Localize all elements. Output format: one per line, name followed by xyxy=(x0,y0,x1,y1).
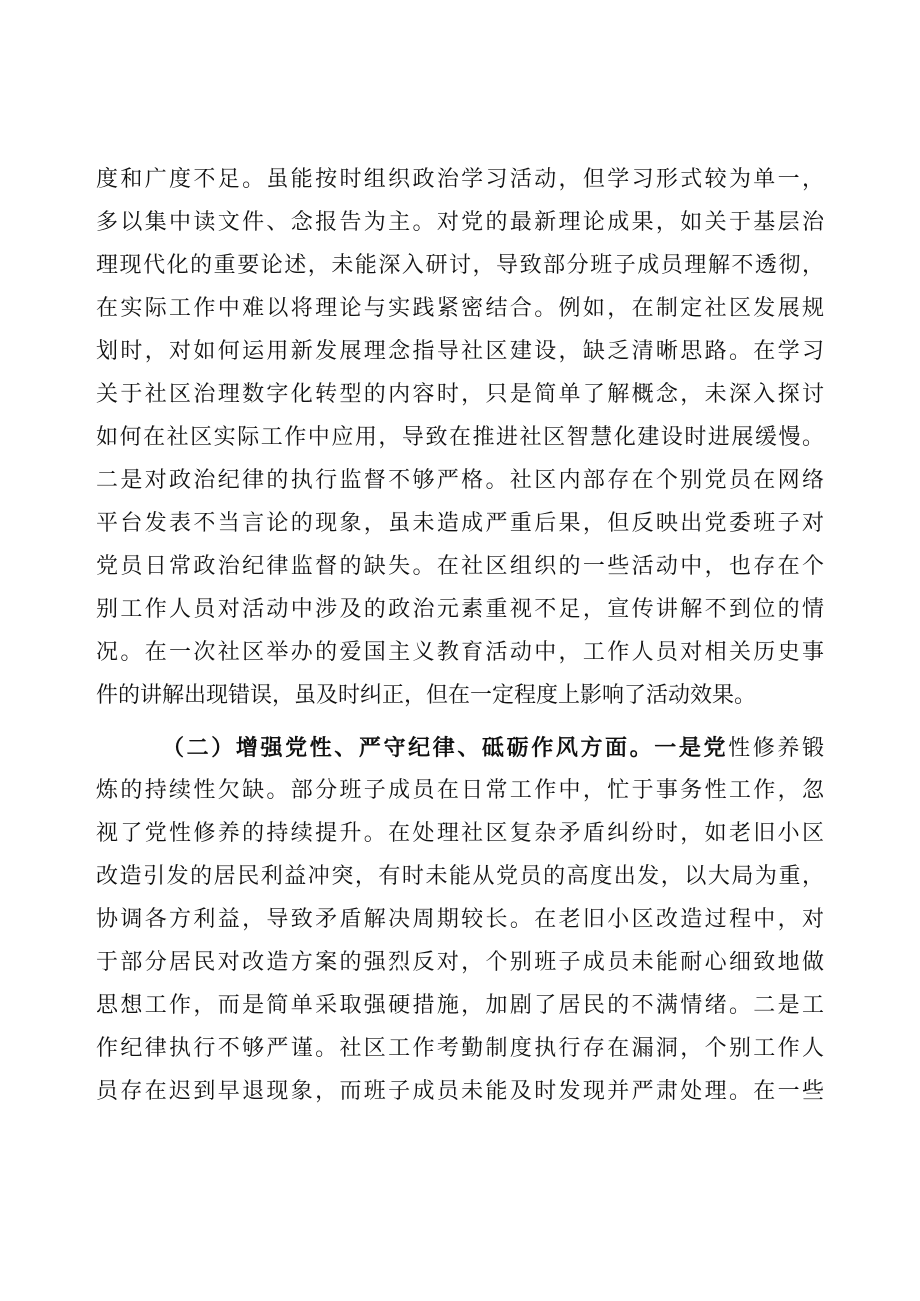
body-line: 于部分居民对改造方案的强烈反对，个别班子成员未能耐心细致地做 xyxy=(96,950,824,975)
section-heading: （二）增强党性、严守纪律、砥砺作风方面。一是党 xyxy=(162,735,729,761)
body-line: 理现代化的重要论述，未能深入研讨，导致部分班子成员理解不透彻， xyxy=(96,253,824,278)
body-line: 件的讲解出现错误，虽及时纠正，但在一定程度上影响了活动效果。 xyxy=(96,683,757,708)
body-line: 思想工作，而是简单采取强硬措施，加剧了居民的不满情绪。二是工 xyxy=(96,993,824,1018)
body-line: 协调各方利益，导致矛盾解决周期较长。在老旧小区改造过程中，对 xyxy=(96,907,824,932)
body-line: 炼的持续性欠缺。部分班子成员在日常工作中，忙于事务性工作，忽 xyxy=(96,778,824,803)
heading-continuation: 性修养锻 xyxy=(728,736,824,761)
body-line: 视了党性修养的持续提升。在处理社区复杂矛盾纠纷时，如老旧小区 xyxy=(96,821,824,846)
body-line: 平台发表不当言论的现象，虽未造成严重后果，但反映出党委班子对 xyxy=(96,511,824,536)
body-line: 在实际工作中难以将理论与实践紧密结合。例如，在制定社区发展规 xyxy=(96,296,824,321)
body-line: 党员日常政治纪律监督的缺失。在社区组织的一些活动中，也存在个 xyxy=(96,554,824,579)
section-heading-line xyxy=(162,727,824,769)
body-line: 员存在迟到早退现象，而班子成员未能及时发现并严肃处理。在一些 xyxy=(96,1079,824,1104)
body-line: 划时，对如何运用新发展理念指导社区建设，缺乏清晰思路。在学习 xyxy=(96,339,824,364)
body-line: 度和广度不足。虽能按时组织政治学习活动，但学习形式较为单一， xyxy=(96,167,824,192)
body-line: 二是对政治纪律的执行监督不够严格。社区内部存在个别党员在网络 xyxy=(96,468,824,493)
body-line: 关于社区治理数字化转型的内容时，只是简单了解概念，未深入探讨 xyxy=(96,382,824,407)
body-line: 改造引发的居民利益冲突，有时未能从党员的高度出发，以大局为重， xyxy=(96,864,824,889)
body-line: 如何在社区实际工作中应用，导致在推进社区智慧化建设时进展缓慢。 xyxy=(96,425,824,450)
body-line: 别工作人员对活动中涉及的政治元素重视不足，宣传讲解不到位的情 xyxy=(96,597,824,622)
body-line: 作纪律执行不够严谨。社区工作考勤制度执行存在漏洞，个别工作人 xyxy=(96,1036,824,1061)
body-line: 多以集中读文件、念报告为主。对党的最新理论成果，如关于基层治 xyxy=(96,210,824,235)
body-line: 况。在一次社区举办的爱国主义教育活动中，工作人员对相关历史事 xyxy=(96,640,824,665)
